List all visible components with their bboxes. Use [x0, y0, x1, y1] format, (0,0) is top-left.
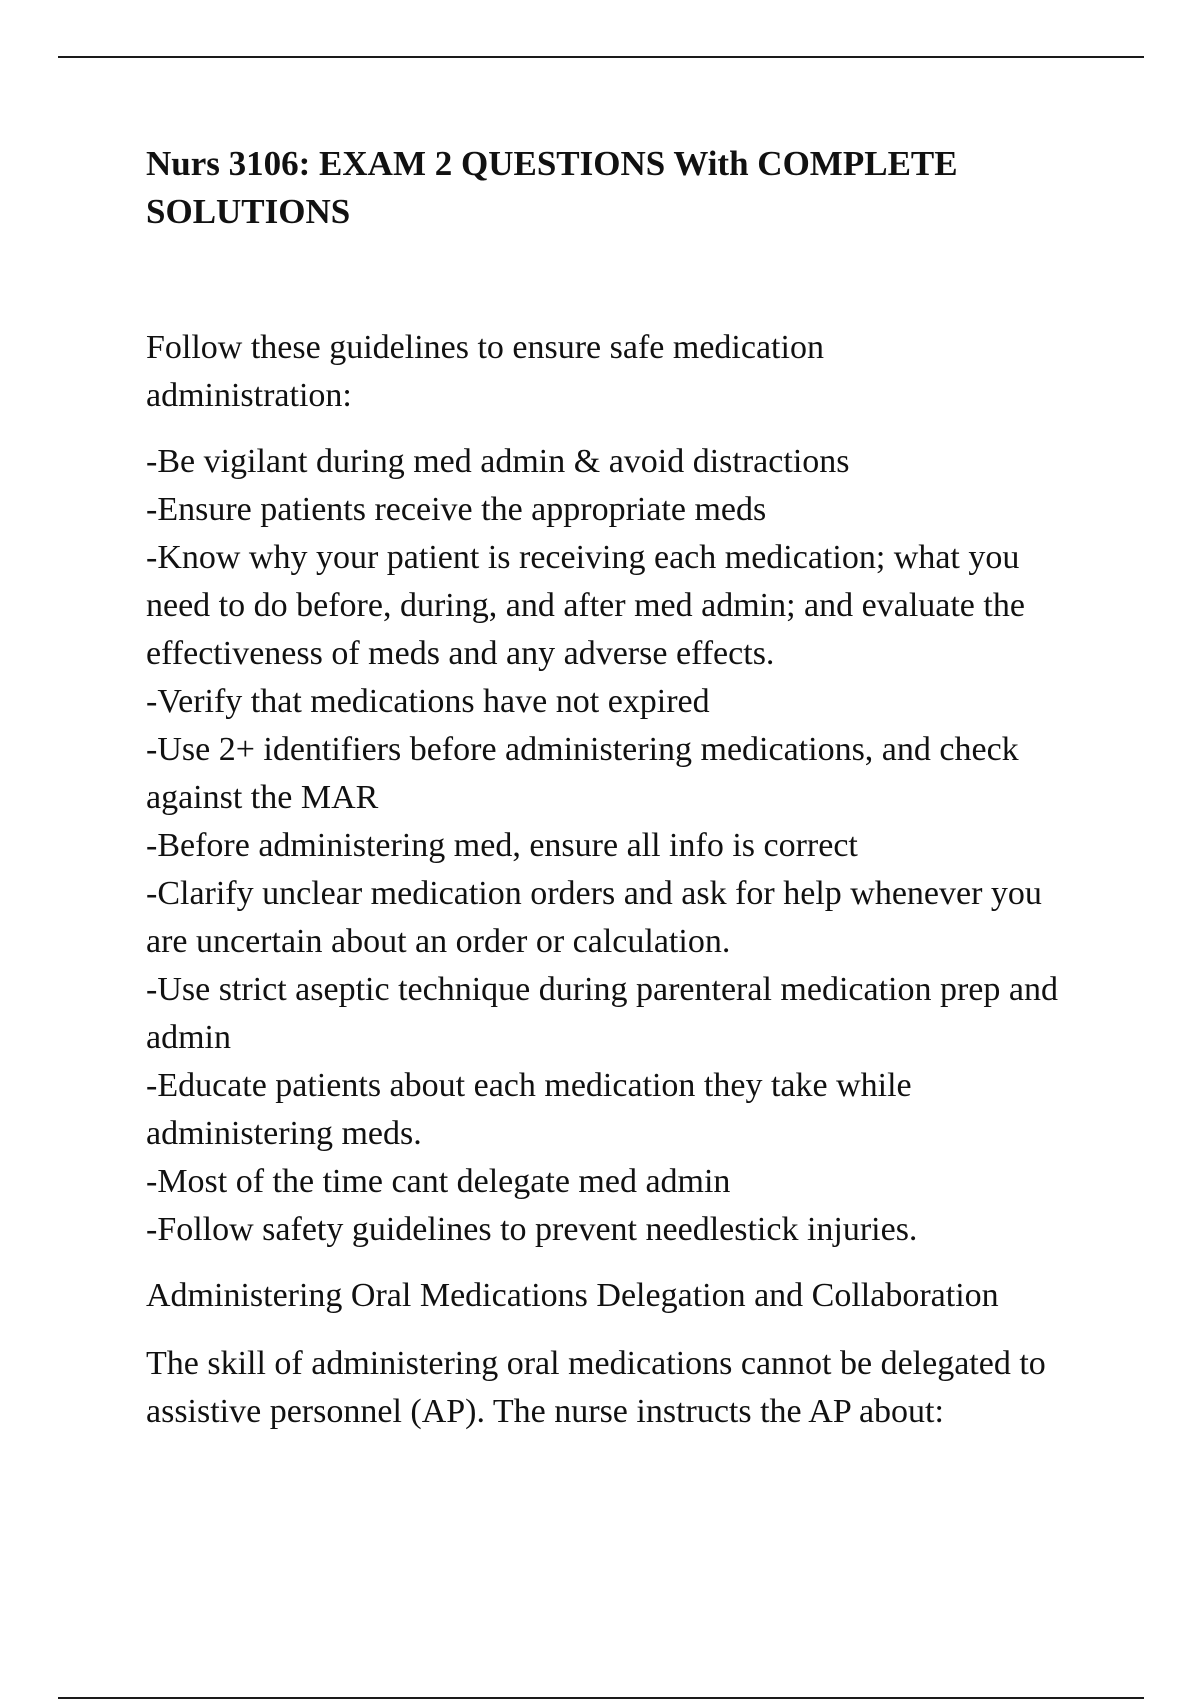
- list-item: -Be vigilant during med admin & avoid distractions: [146, 443, 850, 480]
- list-item: -Follow safety guidelines to prevent needlestick injuries.: [146, 1211, 918, 1248]
- document-page: [146, 140, 1086, 1436]
- bottom-divider: [58, 1697, 1144, 1699]
- section-body: The skill of administering oral medications cannot be delegated to assistive personnel (AP). The nurse instructs the AP about:: [146, 1345, 1046, 1430]
- list-item: -Use strict aseptic technique during parenteral medication prep and admin: [146, 971, 1058, 1056]
- section-heading: Administering Oral Medications Delegation and Collaboration: [146, 1277, 999, 1314]
- list-item: -Most of the time cant delegate med admin: [146, 1163, 731, 1200]
- top-divider: [58, 56, 1144, 58]
- document-title: Nurs 3106: EXAM 2 QUESTIONS With COMPLETE SOLUTIONS: [146, 144, 958, 231]
- list-item: -Ensure patients receive the appropriate meds: [146, 491, 767, 528]
- list-item: -Use 2+ identifiers before administering medications, and check against the MAR: [146, 731, 1019, 816]
- list-item: -Educate patients about each medication they take while administering meds.: [146, 1067, 912, 1152]
- list-item: -Before administering med, ensure all info is correct: [146, 827, 858, 864]
- list-item: -Clarify unclear medication orders and ask for help whenever you are uncertain about an order or calculation.: [146, 875, 1042, 960]
- list-item: -Verify that medications have not expired: [146, 683, 710, 720]
- intro-paragraph: Follow these guidelines to ensure safe medication administration:: [146, 329, 824, 414]
- list-item: -Know why your patient is receiving each medication; what you need to do before, during, and after med admin; and evaluate the effectiveness of meds and any adverse effects.: [146, 539, 1025, 672]
- guideline-list: [146, 438, 1086, 1254]
